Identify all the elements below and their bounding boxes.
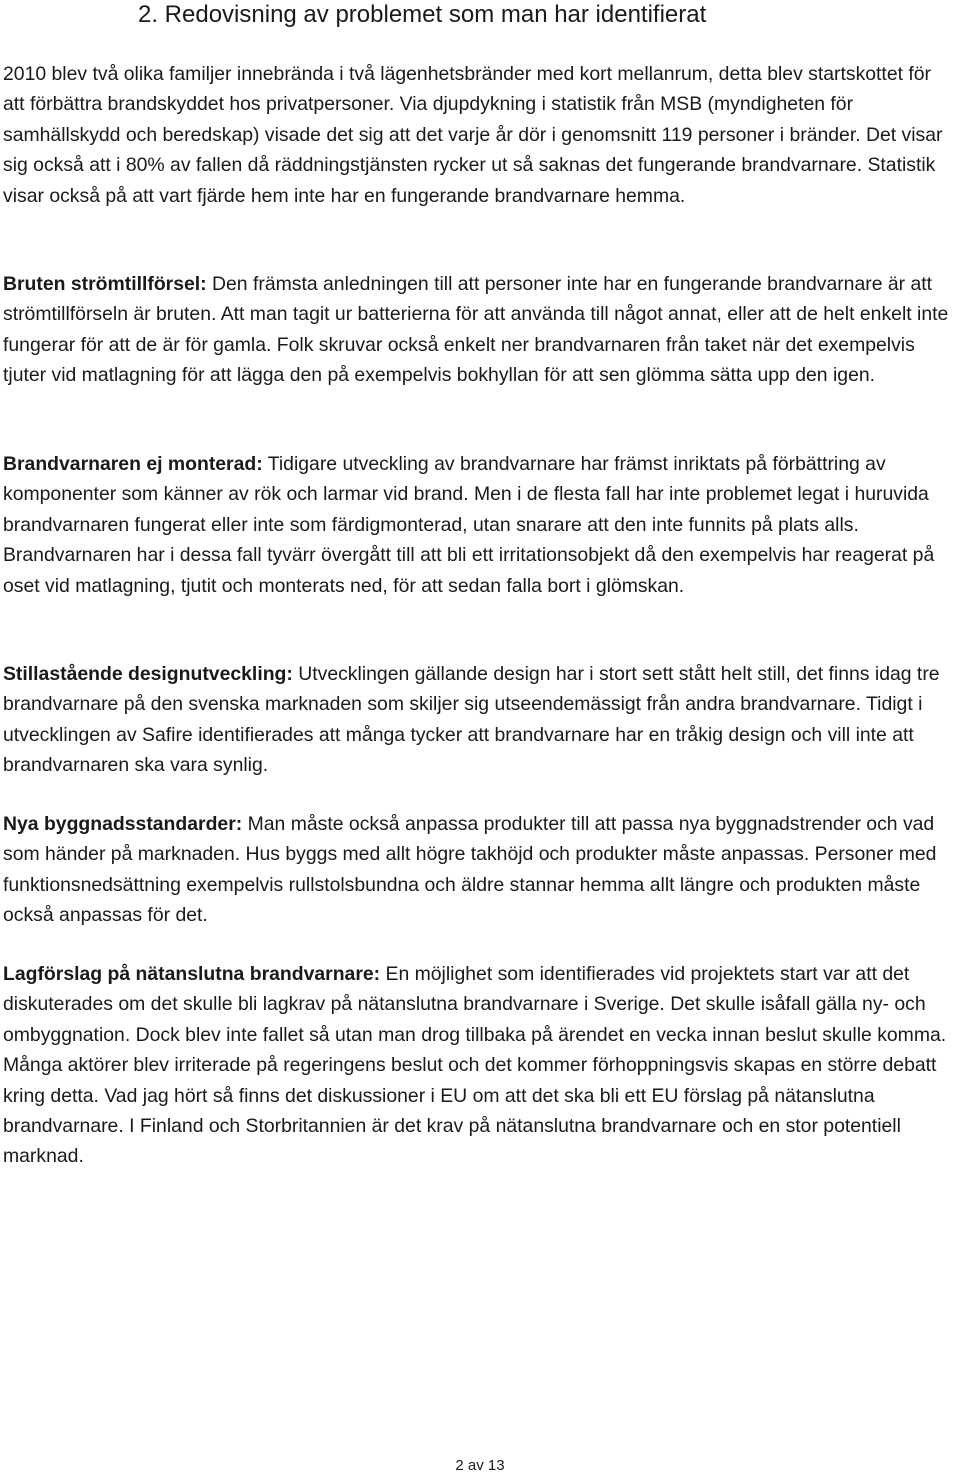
intro-paragraph: 2010 blev två olika familjer innebrända i två lägenhetsbränder med kort mellanrum, detta blev startskottet för att förbättra brandskyddet hos privatpersoner. Via djupdykning i statistik från MSB (myndigheten för samhällskydd och beredskap) visade det sig att det varje år dör i genomsnitt 119 personer i bränder. Det visar sig också att i 80% av fallen då räddningstjänsten rycker ut så saknas det fungerande brandvarnare. Statistik visar också på att vart fjärde hem inte har en fungerande brandvarnare hemma. [3,63,943,207]
paragraph-label: Lagförslag på nätanslutna brandvarnare: [3,963,381,985]
paragraph-label: Nya byggnadsstandarder: [3,813,243,835]
paragraph-byggnadsstandarder [3,809,955,931]
paragraph-lagforslag [3,959,955,1172]
section-heading: 2. Redovisning av problemet som man har identifierat [138,1,707,28]
paragraph-label: Stillastående designutveckling: [3,663,293,685]
paragraph-bruten-stromtillforsel [3,269,955,391]
paragraph-ej-monterad [3,449,955,601]
page-number: 2 av 13 [455,1457,505,1474]
paragraph-designutveckling [3,659,955,781]
paragraph-text: Tidigare utveckling av brandvarnare har främst inriktats på förbättring av komponenter som känner av rök och larmar vid brand. Men i de flesta fall har inte problemet legat i huruvida brandvarnaren fungerat eller inte som färdigmonterad, utan snarare att den inte funnits på plats alls. Brandvarnaren har i dessa fall tyvärr övergått till att bli ett irritationsobjekt då den exempelvis har reagerat på oset vid matlagning, tjutit och monterats ned, för att sedan falla bort i glömskan. [3,453,935,597]
paragraph-text: Utvecklingen gällande design har i stort sett stått helt still, det finns idag tre brandvarnare på den svenska marknaden som skiljer sig utseendemässigt från andra brandvarnare. Tidigt i utvecklingen av Safire identifierades att många tycker att brandvarnare har en tråkig design och vill inte att brandvarnaren ska vara synlig. [3,663,940,777]
paragraph-text: Den främsta anledningen till att personer inte har en fungerande brandvarnare är att strömtillförseln är bruten. Att man tagit ur batterierna för att använda till något annat, eller att de helt enkelt inte fungerar för att de är för gamla. Folk skruvar också enkelt ner brandvarnaren från taket när det exempelvis tjuter vid matlagning för att lägga den på exempelvis bokhyllan för att sen glömma sätta upp den igen. [3,273,949,387]
paragraph-text: Man måste också anpassa produkter till att passa nya byggnadstrender och vad som händer på marknaden. Hus byggs med allt högre takhöjd och produkter måste anpassas. Personer med funktionsnedsättning exempelvis rullstolsbundna och äldre stannar hemma allt längre och produkten måste också anpassas för det. [3,813,937,927]
paragraph-label: Brandvarnaren ej monterad: [3,453,263,475]
paragraph-label: Bruten strömtillförsel: [3,273,207,295]
paragraph-text: En möjlighet som identifierades vid projektets start var att det diskuterades om det skulle bli lagkrav på nätanslutna brandvarnare i Sverige. Det skulle isåfall gälla ny- och ombyggnation. Dock blev inte fallet så utan man drog tillbaka på ärendet en vecka innan beslut skulle komma. Många aktörer blev irriterade på regeringens beslut och det kommer förhoppningsvis skapas en större debatt kring detta. Vad jag hört så finns det diskussioner i EU om att det ska bli ett EU förslag på nätanslutna brandvarnare. I Finland och Storbritannien är det krav på nätanslutna brandvarnare och en stor potentiell marknad. [3,963,947,1168]
